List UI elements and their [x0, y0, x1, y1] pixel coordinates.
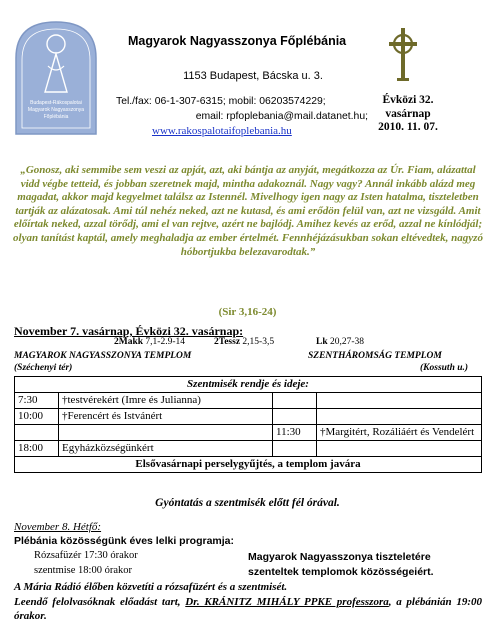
- church-right-name: SZENTHÁROMSÁG TEMPLOM: [308, 351, 442, 361]
- intention-left: [59, 425, 273, 441]
- time-left: 18:00: [15, 441, 59, 457]
- table-title: Szentmisék rendje és ideje:: [15, 377, 482, 393]
- sunday-name: Évközi 32.: [382, 94, 434, 106]
- lecture-post: , a plébánián 19:00 órakor.: [14, 596, 482, 622]
- reading-2: 2Tessz 2,15-3,5: [214, 337, 275, 347]
- intention-left: †testvérekért (Imre és Julianna): [59, 393, 273, 409]
- rosary-time: Rózsafüzér 17:30 órakor: [34, 550, 138, 561]
- parish-title: Magyarok Nagyasszonya Főplébánia: [128, 34, 347, 48]
- table-row: [15, 441, 482, 457]
- logo-line-2: Magyarok Nagyasszonya: [27, 107, 85, 113]
- parish-website-link[interactable]: www.rakospalotaifoplebania.hu: [152, 125, 292, 137]
- lecture-pre: Leendő felolvasóknak előadást tart,: [14, 596, 186, 608]
- church-left-name: MAGYAROK NAGYASSZONYA TEMPLOM: [14, 351, 192, 361]
- scripture-quote: „Gonosz, aki semmibe sem veszi az apját, azt, aki bántja az anyját, megátkozza az Úr. Fiam, alázattal vidd végbe tetteid, és jobban szeretnek majd, mintha adakoznál. Nagy vagy? Annál inkább alázd meg magadat, akkor majd kegyelmet találsz az Istennél. Mivelhogy igen nagy az Isten hatalma, tiszteletben tartják az alázatosak. Ami túl nehéz neked, azt ne kutasd, és ami erődön felül van, azt ne vizsgáld. Amit előírtak neked, azzal törődj, ami el van rejtve, azért ne bajlódj. Amihez kevés az erőd, azzal ne kínlódjál; olyan tanítást kaptál, amely meghaladja az ember értelmét. Fennhéjázásukban sokan eltévedtek, nagyzó hóbortjukba belezavarodtak.”: [13, 164, 483, 258]
- intention-left: †Ferencért és Istvánért: [59, 409, 273, 425]
- lecturer-name: Dr. KRÁNITZ MIHÁLY PPKE professzora: [185, 596, 389, 608]
- monday-date: November 8. Hétfő:: [14, 521, 102, 533]
- time-right: [273, 441, 317, 457]
- radio-note: A Mária Rádió élőben közvetíti a rózsafüzért és a szentmisét.: [14, 581, 288, 593]
- lecture-note: [14, 595, 482, 623]
- celtic-cross-icon: [386, 26, 420, 82]
- program-title: Plébánia közösségünk éves lelki programja:: [14, 535, 235, 547]
- sunday-word: vasárnap: [385, 107, 431, 120]
- scripture-reference: (Sir 3,16-24): [218, 306, 277, 318]
- sunday-label: [368, 94, 448, 135]
- day-heading: November 7. vasárnap, Évközi 32. vasárnap:: [14, 324, 244, 338]
- time-left: 10:00: [15, 409, 59, 425]
- table-row: [15, 425, 482, 441]
- parish-email: email: rpfoplebania@mail.datanet.hu;: [195, 111, 368, 122]
- mass-schedule-table: [14, 376, 482, 473]
- reading-1: 2Makk 7,1-2.9-14: [114, 337, 185, 347]
- table-row: [15, 409, 482, 425]
- time-right: [273, 409, 317, 425]
- program-dedication-1: Magyarok Nagyasszonya tiszteletére: [248, 551, 431, 563]
- parish-address: 1153 Budapest, Bácska u. 3.: [183, 70, 323, 82]
- intention-right: [317, 393, 482, 409]
- reading-3: Lk 20,27-38: [316, 337, 365, 347]
- parish-logo: [12, 18, 100, 136]
- time-left: 7:30: [15, 393, 59, 409]
- time-right: [273, 393, 317, 409]
- table-row: [15, 393, 482, 409]
- time-right: 11:30: [273, 425, 317, 441]
- church-right-location: (Kossuth u.): [420, 363, 469, 373]
- table-footer: Elsővasárnapi perselygyűjtés, a templom javára: [15, 457, 482, 473]
- mass-time: szentmise 18:00 órakor: [34, 565, 132, 576]
- intention-right: [317, 409, 482, 425]
- church-left-location: (Széchenyi tér): [14, 363, 73, 373]
- program-dedication-2: szenteltek templomok közösségeiért.: [248, 566, 434, 578]
- logo-line-1: Budapest-Rákospalotai: [30, 100, 82, 106]
- logo-line-3: Főplébánia: [43, 114, 69, 120]
- intention-left: Egyházközségünkért: [59, 441, 273, 457]
- time-left: [15, 425, 59, 441]
- intention-right: [317, 441, 482, 457]
- parish-phone: Tel./fax: 06-1-307-6315; mobil: 06203574229;: [116, 96, 326, 107]
- confession-note: Gyóntatás a szentmisék előtt fél órával.: [155, 497, 340, 509]
- sunday-date: 2010. 11. 07.: [378, 121, 438, 133]
- intention-right: †Margitért, Rozáliáért és Vendelért: [317, 425, 482, 441]
